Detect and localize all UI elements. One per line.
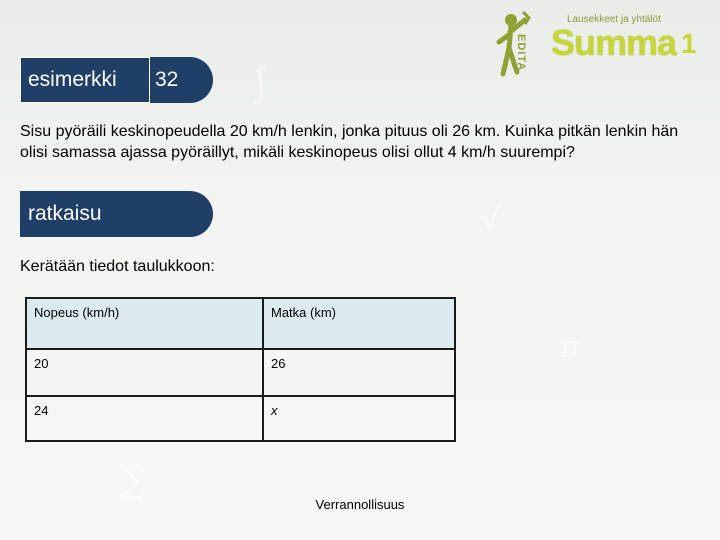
problem-text: Sisu pyöräili keskinopeudella 20 km/h lenkin, jonka pituus oli 26 km. Kuinka pitkän lenkin hän olisi samassa ajassa pyöräillyt, mikäli keskinopeus olisi ollut 4 km/h suurempi? bbox=[20, 123, 679, 161]
example-number: 32 bbox=[155, 68, 179, 91]
table-header-cell: Matka (km) bbox=[263, 298, 455, 349]
chalk-mark: ∫ bbox=[246, 58, 274, 108]
example-label: esimerkki bbox=[28, 68, 117, 91]
logo-tagline: Lausekkeet ja yhtälöt bbox=[567, 14, 661, 25]
solution-badge bbox=[20, 191, 213, 237]
table-header-cell: Nopeus (km/h) bbox=[26, 298, 263, 349]
table-cell: 20 bbox=[26, 349, 263, 396]
solution-label: ratkaisu bbox=[28, 202, 102, 225]
chalk-mark: π bbox=[560, 330, 580, 365]
intro-text: Kerätään tiedot taulukkoon: bbox=[20, 258, 215, 275]
chalk-mark: ∑ bbox=[117, 458, 148, 503]
logo-wordmark: Summa bbox=[551, 22, 677, 63]
table-cell: 24 bbox=[26, 396, 263, 441]
footer-text: Verrannollisuus bbox=[315, 497, 405, 512]
table-row bbox=[26, 349, 455, 396]
logo-number: 1 bbox=[681, 28, 697, 59]
table-cell: x bbox=[263, 396, 455, 441]
chalk-mark: √ bbox=[480, 200, 502, 240]
example-badge bbox=[20, 57, 213, 103]
logo-vertical-text: EDITA bbox=[515, 34, 527, 72]
table-cell: 26 bbox=[263, 349, 455, 396]
table-header-row bbox=[26, 298, 455, 349]
table-row bbox=[26, 396, 455, 441]
data-table bbox=[25, 297, 456, 442]
summa-logo bbox=[495, 8, 715, 78]
